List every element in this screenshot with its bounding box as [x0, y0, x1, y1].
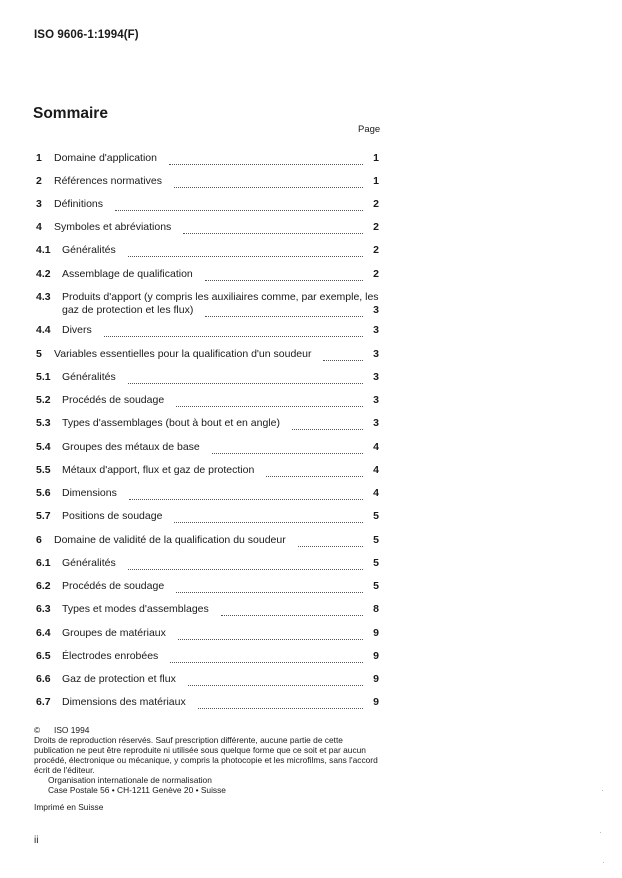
- toc-entry-text: Dimensions des matériaux: [62, 696, 186, 708]
- toc-entry[interactable]: [36, 557, 379, 570]
- toc-leader-dots: [128, 374, 363, 384]
- toc-leader-dots: [221, 606, 363, 616]
- toc-entry[interactable]: [36, 696, 379, 709]
- toc-entry-number: 4.4: [36, 324, 51, 336]
- toc-entry[interactable]: [36, 268, 379, 281]
- toc-page-number: 5: [373, 580, 379, 592]
- toc-leader-dots: [212, 444, 363, 454]
- toc-entry-text: Gaz de protection et flux: [62, 673, 176, 685]
- toc-entry-text: Variables essentielles pour la qualification d'un soudeur: [54, 348, 312, 360]
- toc-entry-number: 5.6: [36, 487, 51, 499]
- toc-leader-dots: [188, 676, 363, 686]
- organization-name: Organisation internationale de normalisation: [48, 775, 212, 785]
- toc-entry-text: Dimensions: [62, 487, 117, 499]
- toc-entry[interactable]: [36, 348, 379, 361]
- toc-entry-number: 5.2: [36, 394, 51, 406]
- toc-entry[interactable]: [36, 580, 379, 593]
- toc-entry-text-continued: gaz de protection et les flux): [62, 304, 194, 316]
- toc-leader-dots: [129, 490, 363, 500]
- toc-page-number: 3: [373, 348, 379, 360]
- toc-entry-text: Assemblage de qualification: [62, 268, 193, 280]
- toc-entry-number: 5.7: [36, 510, 51, 522]
- copyright-block: [34, 725, 384, 812]
- toc-page-number: 2: [373, 268, 379, 280]
- toc-page-number: 5: [373, 510, 379, 522]
- toc-leader-dots: [174, 178, 363, 188]
- toc-page-number: 4: [373, 441, 379, 453]
- toc-entry-text: Symboles et abréviations: [54, 221, 172, 233]
- toc-entry[interactable]: [36, 175, 379, 188]
- document-reference: ISO 9606-1:1994(F): [34, 29, 139, 41]
- toc-entry[interactable]: [36, 487, 379, 500]
- toc-page-number: 2: [373, 221, 379, 233]
- toc-entry-number: 4.3: [36, 291, 51, 303]
- toc-entry[interactable]: [36, 152, 379, 165]
- toc-entry-number: 4: [36, 221, 42, 233]
- toc-page-number: 3: [373, 394, 379, 406]
- toc-entry[interactable]: [36, 244, 379, 257]
- toc-entry-number: 6.5: [36, 650, 51, 662]
- toc-entry[interactable]: [36, 371, 379, 384]
- toc-leader-dots: [104, 327, 363, 337]
- toc-page-number: 1: [373, 175, 379, 187]
- copyright-symbol: ©: [34, 725, 41, 735]
- toc-entry-text: Groupes de matériaux: [62, 627, 166, 639]
- toc-entry-number: 6.3: [36, 603, 51, 615]
- toc-entry-number: 6.1: [36, 557, 51, 569]
- toc-entry-text: Domaine de validité de la qualification du soudeur: [54, 534, 286, 546]
- toc-entry[interactable]: [36, 510, 379, 523]
- page-folio: ii: [34, 835, 39, 846]
- copyright-rights-text: Droits de reproduction réservés. Sauf prescription différente, aucune partie de cette publication ne peut être reproduite ni utilisée sous quelque forme que ce soit et par aucun procédé, électronique ou mécanique, y compris la photocopie et les microfilms, sans l'accord écrit de l'éditeur.: [34, 735, 378, 775]
- toc-entry-number: 4.2: [36, 268, 51, 280]
- toc-entry-text: Groupes des métaux de base: [62, 441, 200, 453]
- toc-entry-number: 5.4: [36, 441, 51, 453]
- toc-entry-number: 5.5: [36, 464, 51, 476]
- toc-entry[interactable]: [36, 627, 379, 640]
- toc-entry[interactable]: [36, 534, 379, 547]
- toc-page-number: 3: [373, 324, 379, 336]
- toc-entry-number: 6: [36, 534, 42, 546]
- toc-leader-dots: [266, 467, 363, 477]
- toc-entry-number: 6.7: [36, 696, 51, 708]
- toc-leader-dots: [170, 653, 363, 663]
- toc-entry-text: Généralités: [62, 244, 116, 256]
- toc-entry-number: 5.3: [36, 417, 51, 429]
- printed-in: Imprimé en Suisse: [34, 802, 104, 812]
- toc-entry-number: 6.4: [36, 627, 51, 639]
- toc-entry[interactable]: [36, 673, 379, 686]
- toc-entry-number: 6.2: [36, 580, 51, 592]
- toc-page-number: 4: [373, 487, 379, 499]
- toc-entry-text: Types d'assemblages (bout à bout et en angle): [62, 417, 280, 429]
- toc-leader-dots: [183, 224, 363, 234]
- toc-leader-dots: [169, 155, 363, 165]
- toc-page-number: 3: [373, 417, 379, 429]
- toc-entry-text: Généralités: [62, 371, 116, 383]
- toc-leader-dots: [198, 699, 363, 709]
- toc-entry[interactable]: [36, 441, 379, 454]
- toc-entry-number: 3: [36, 198, 42, 210]
- toc-page-number: 3: [373, 371, 379, 383]
- toc-leader-dots: [176, 397, 363, 407]
- toc-page-number: 2: [373, 198, 379, 210]
- toc-entry-text: Domaine d'application: [54, 152, 157, 164]
- toc-page-number: 9: [373, 650, 379, 662]
- organization-address: Case Postale 56 • CH-1211 Genève 20 • Suisse: [48, 785, 226, 795]
- toc-entry[interactable]: [36, 324, 379, 337]
- toc-entry-text: Électrodes enrobées: [62, 650, 159, 662]
- toc-leader-dots: [323, 351, 363, 361]
- toc-entry-text: Produits d'apport (y compris les auxiliaires comme, par exemple, les: [62, 291, 379, 303]
- toc-leader-dots: [178, 630, 363, 640]
- toc-leader-dots: [292, 420, 363, 430]
- toc-entry[interactable]: [36, 394, 379, 407]
- toc-page-number: 5: [373, 534, 379, 546]
- toc-entry-text: Généralités: [62, 557, 116, 569]
- toc-page-number: 9: [373, 673, 379, 685]
- toc-leader-dots: [205, 271, 363, 281]
- toc-entry-number: 2: [36, 175, 42, 187]
- toc-page-number: 9: [373, 696, 379, 708]
- toc-entry-text: Procédés de soudage: [62, 580, 165, 592]
- toc-page-number: 3: [373, 304, 379, 316]
- toc-leader-dots: [174, 513, 363, 523]
- toc-leader-dots: [115, 201, 363, 211]
- page-column-label: Page: [358, 124, 381, 135]
- toc-entry[interactable]: [36, 603, 379, 616]
- toc-page-number: 9: [373, 627, 379, 639]
- toc-entry-number: 5.1: [36, 371, 51, 383]
- toc-entry-number: 6.6: [36, 673, 51, 685]
- toc-leader-dots: [128, 247, 363, 257]
- toc-entry[interactable]: [36, 464, 379, 477]
- toc-leader-dots: [176, 583, 363, 593]
- toc-entry-text: Positions de soudage: [62, 510, 163, 522]
- toc-title: Sommaire: [33, 105, 108, 122]
- toc-entry-number: 5: [36, 348, 42, 360]
- toc-page-number: 2: [373, 244, 379, 256]
- toc-entry[interactable]: [36, 291, 379, 317]
- toc-entry[interactable]: [36, 650, 379, 663]
- toc-page-number: 8: [373, 603, 379, 615]
- toc-entry-text: Métaux d'apport, flux et gaz de protection: [62, 464, 255, 476]
- toc-entry-number: 4.1: [36, 244, 51, 256]
- toc-leader-dots: [205, 307, 363, 317]
- toc-entry-text: Définitions: [54, 198, 104, 210]
- toc-page-number: 1: [373, 152, 379, 164]
- toc-entry-text: Types et modes d'assemblages: [62, 603, 209, 615]
- copyright-line: ISO 1994: [54, 725, 90, 735]
- toc-entry[interactable]: [36, 221, 379, 234]
- toc-leader-dots: [128, 560, 363, 570]
- toc-entry-text: Références normatives: [54, 175, 162, 187]
- toc-entry-text: Divers: [62, 324, 92, 336]
- toc-leader-dots: [298, 537, 363, 547]
- toc-entry[interactable]: [36, 198, 379, 211]
- toc-entry-text: Procédés de soudage: [62, 394, 165, 406]
- toc-page-number: 5: [373, 557, 379, 569]
- toc-entry[interactable]: [36, 417, 379, 430]
- toc-page-number: 4: [373, 464, 379, 476]
- toc-entry-number: 1: [36, 152, 42, 164]
